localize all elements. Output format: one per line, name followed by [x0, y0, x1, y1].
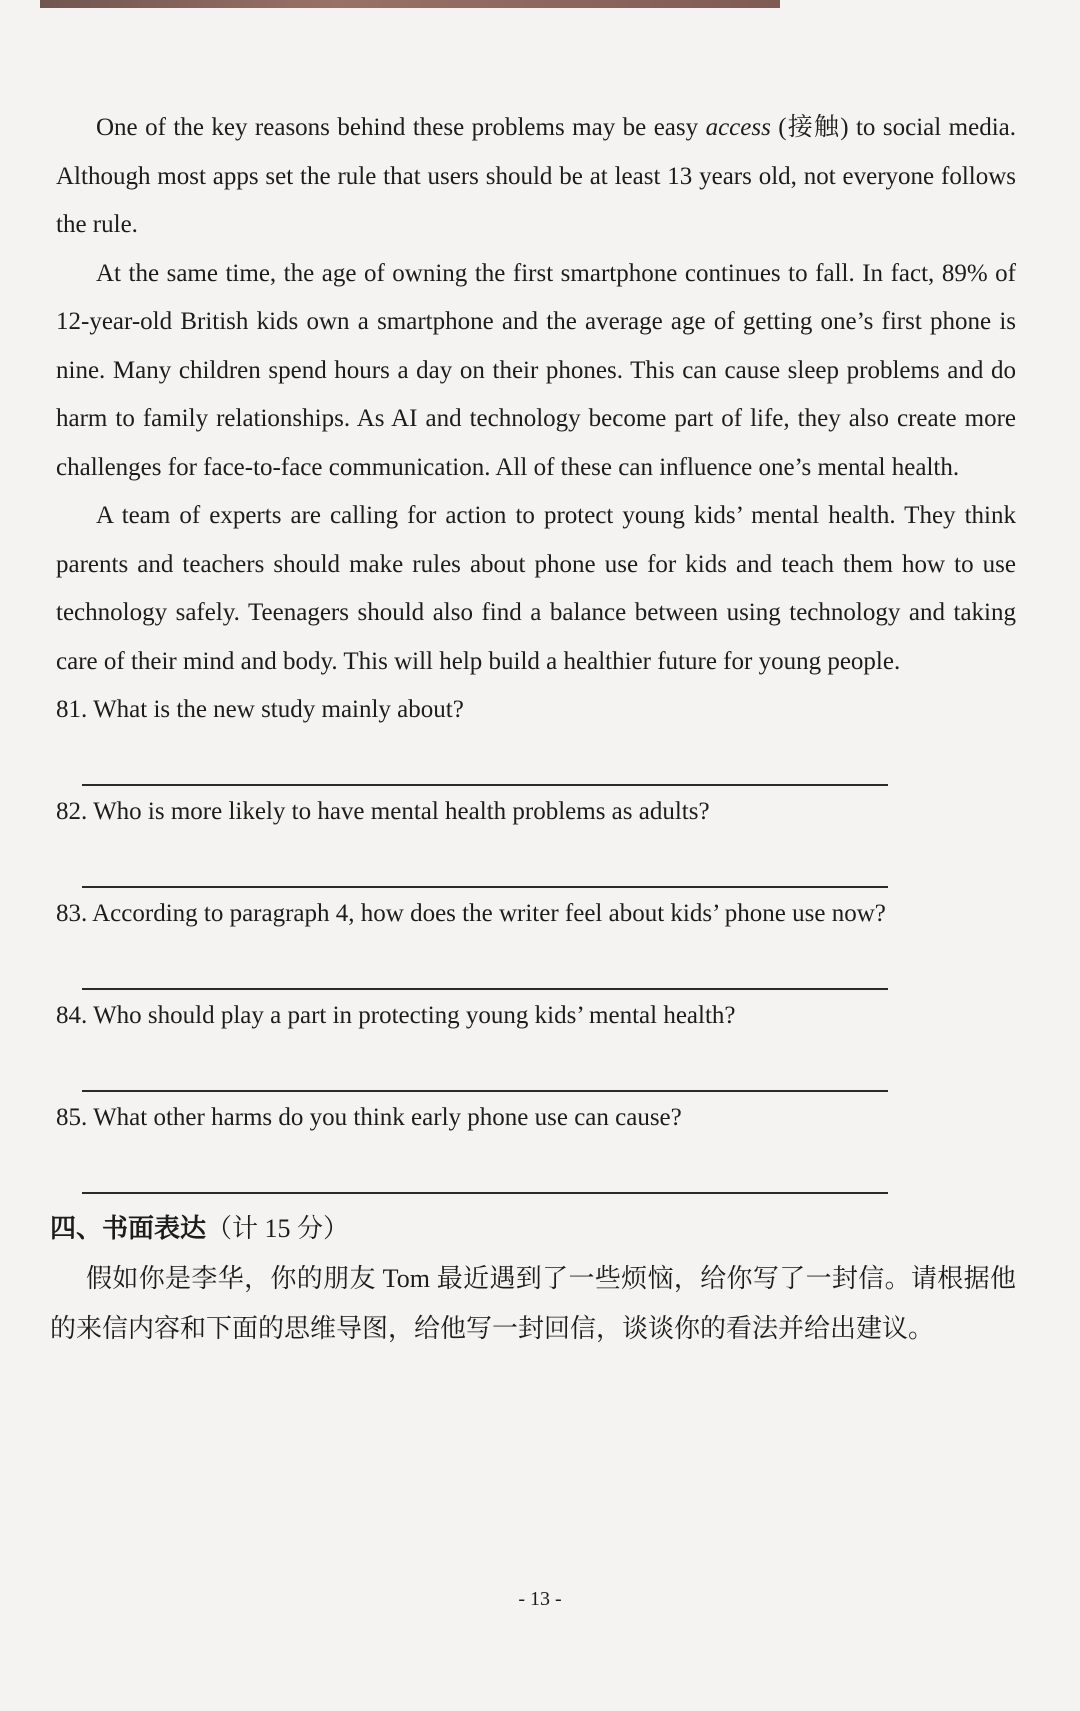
answer-line-83[interactable] — [82, 938, 888, 990]
paragraph-1-text-after: (接触) to social media. Although most apps set the rule that users should be at least 13 years old, not everyone follows the rule. — [56, 114, 1016, 238]
emphasized-word-access: access — [705, 114, 771, 141]
question-prompt: According to paragraph 4, how does the writer feel about kids’ phone use now? — [92, 900, 886, 927]
answer-line-84[interactable] — [82, 1040, 888, 1092]
question-number: 81. — [56, 696, 88, 723]
question-prompt: What other harms do you think early phone use can cause? — [93, 1104, 682, 1131]
section-title: 四、书面表达 — [50, 1214, 207, 1243]
passage-paragraph-3: A team of experts are calling for action to protect young kids’ mental health. They think parents and teachers should make rules about phone use for kids and teach them how to use technology safely. Teenagers should also find a balance between using technology and taking care of their mind and body. This will help build a healthier future for young people. — [56, 502, 1016, 675]
question-85 — [56, 1094, 1016, 1194]
question-prompt: What is the new study mainly about? — [93, 696, 464, 723]
exam-page-content — [50, 104, 1016, 1354]
question-text — [56, 686, 1016, 734]
question-number: 85. — [56, 1104, 88, 1131]
question-prompt: Who is more likely to have mental health problems as adults? — [93, 798, 710, 825]
question-text — [56, 788, 1016, 836]
question-text — [56, 992, 1016, 1040]
top-decorative-band — [40, 0, 780, 8]
question-83 — [56, 890, 1016, 990]
questions-list — [56, 686, 1016, 1194]
question-number: 83. — [56, 900, 88, 927]
question-number: 82. — [56, 798, 88, 825]
paragraph-1-text-before: One of the key reasons behind these problems may be easy — [96, 114, 706, 141]
question-81 — [56, 686, 1016, 786]
passage-paragraph-1 — [56, 104, 1016, 250]
question-82 — [56, 788, 1016, 888]
answer-line-85[interactable] — [82, 1142, 888, 1194]
question-number: 84. — [56, 1002, 88, 1029]
question-84 — [56, 992, 1016, 1092]
answer-line-82[interactable] — [82, 836, 888, 888]
answer-line-81[interactable] — [82, 734, 888, 786]
question-prompt: Who should play a part in protecting young kids’ mental health? — [93, 1002, 736, 1029]
writing-instruction: 假如你是李华，你的朋友 Tom 最近遇到了一些烦恼，给你写了一封信。请根据他的来信内容和下面的思维导图，给他写一封回信，谈谈你的看法并给出建议。 — [50, 1264, 1016, 1343]
question-text — [56, 890, 1016, 938]
passage-paragraph-2: At the same time, the age of owning the first smartphone continues to fall. In fact, 89% of 12-year-old British kids own a smartphone and the average age of getting one’s first phone is nine. Many children spend hours a day on their phones. This can cause sleep problems and do harm to family relationships. As AI and technology become part of life, they also create more challenges for face-to-face communication. All of these can influence one’s mental health. — [56, 259, 1016, 481]
question-text — [56, 1094, 1016, 1142]
page-number: - 13 - — [518, 1588, 562, 1610]
section-score: （计 15 分） — [206, 1214, 350, 1243]
writing-section-heading — [50, 1204, 1016, 1254]
